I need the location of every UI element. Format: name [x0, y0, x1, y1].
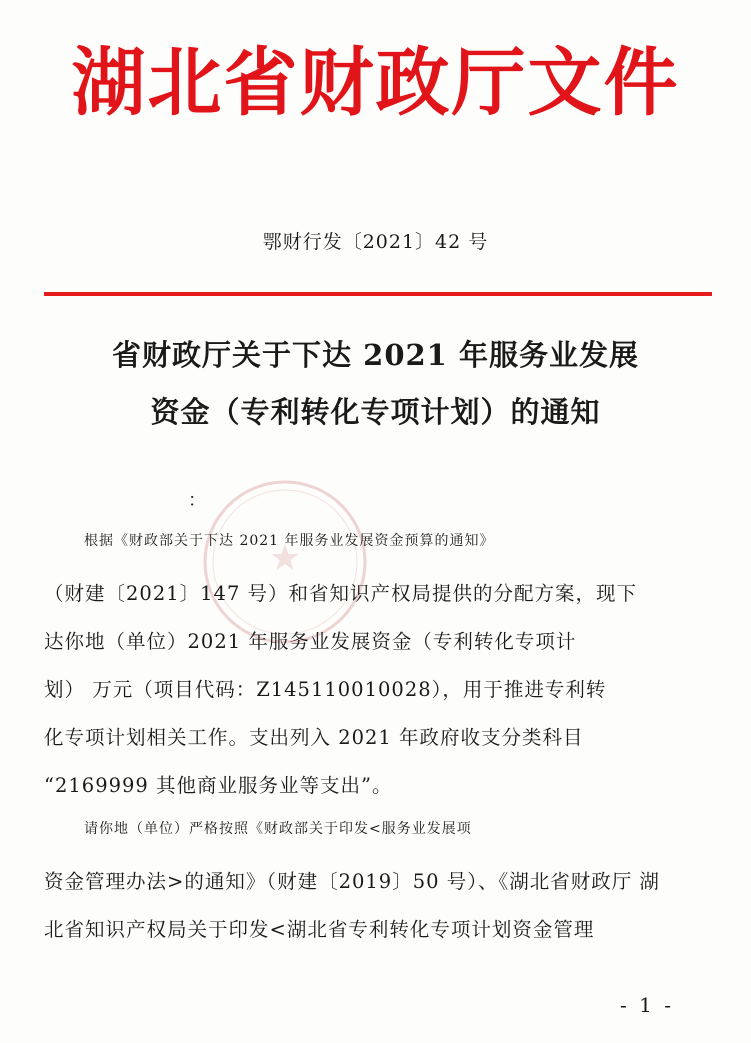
- document-number: 鄂财行发〔2021〕42 号: [262, 231, 489, 253]
- svg-text:★: ★: [268, 538, 302, 579]
- masthead-title: 湖北省财政厅文件: [71, 40, 680, 126]
- page-number: - 1 -: [620, 993, 674, 1017]
- red-divider-rule: [44, 292, 712, 296]
- body-line-3: 达你地（单位）2021 年服务业发展资金（专利转化专项计: [44, 630, 577, 653]
- notice-title-line-2: 资金（专利转化专项计划）的通知: [150, 395, 601, 429]
- body-line-9: 北省知识产权局关于印发<湖北省专利转化专项计划资金管理: [44, 918, 595, 941]
- body-line-2: （财建〔2021〕147 号）和省知识产权局提供的分配方案，现下: [44, 582, 638, 605]
- body-line-4: 划） 万元（项目代码：Z145110010028），用于推进专利转: [44, 678, 607, 701]
- body-line-8: 资金管理办法>的通知》（财建〔2019〕50 号）、《湖北省财政厅 湖: [44, 870, 660, 893]
- addressee-colon: ：: [188, 490, 206, 511]
- body-line-7: 请你地（单位）严格按照《财政部关于印发<服务业发展项: [84, 821, 472, 837]
- notice-title-line-1: 省财政厅关于下达 2021 年服务业发展: [112, 338, 639, 372]
- body-line-6: “2169999 其他商业服务业等支出”。: [44, 774, 393, 797]
- body-line-1: 根据《财政部关于下达 2021 年服务业发展资金预算的通知》: [84, 533, 495, 549]
- body-line-5: 化专项计划相关工作。支出列入 2021 年政府收支分类科目: [44, 726, 584, 749]
